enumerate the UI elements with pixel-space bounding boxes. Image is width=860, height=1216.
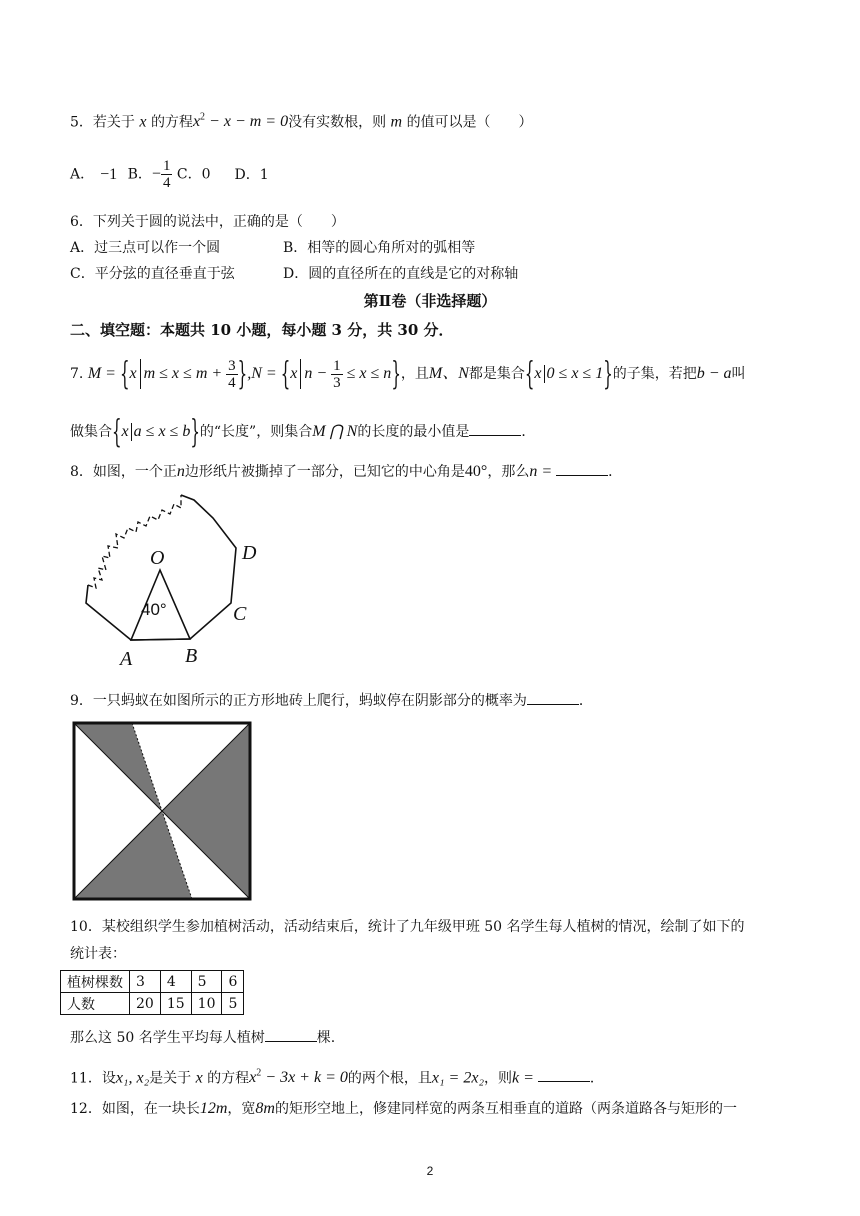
q6-option-d: D．圆的直径所在的直线是它的对称轴: [283, 266, 519, 282]
q8-polygon-figure: [78, 490, 278, 670]
q5-options: A． −1 B．− $\frac{1}{4}$ C．0 D．1: [70, 158, 269, 191]
q9-stem: 9．一只蚂蚁在如图所示的正方形地砖上爬行，蚂蚁停在阴影部分的概率为 ．: [70, 690, 593, 711]
q8-label-a: A: [120, 648, 133, 670]
fill-in-header: 二、填空题：本题共 10 小题，每小题 3 分，共 30 分．: [70, 321, 454, 339]
q8-label-d: D: [242, 542, 257, 564]
table-cell: 15: [160, 993, 191, 1015]
table-cell: 6: [222, 971, 244, 993]
q12-stem: 12．如图，在一块长12m，宽8m的矩形空地上，修建同样宽的两条互相垂直的道路（两条道路各与矩形的一: [70, 1100, 737, 1117]
table-cell: 4: [160, 971, 191, 993]
page-number: 2: [426, 1164, 434, 1178]
q6-option-c: C．平分弦的直径垂直于弦: [70, 266, 235, 282]
table-row: [61, 971, 244, 993]
q10-line2: 统计表：: [70, 946, 126, 962]
q8-stem: 8．如图，一个正n边形纸片被撕掉了一部分，已知它的中心角是40°，那么n = ．: [70, 463, 623, 480]
q7-line2: 做集合{x a ≤ x ≤ b}的“长度”，则集合M ⋂ N的长度的最小值是 ．: [70, 413, 536, 451]
q5-fraction: $\frac{1}{4}$: [162, 158, 171, 191]
q6-option-b: B．相等的圆心角所对的弧相等: [283, 240, 476, 256]
q8-label-c: C: [233, 603, 247, 625]
table-cell: 植树棵数: [61, 971, 130, 993]
table-cell: 5: [222, 993, 244, 1015]
section-title: 第Ⅱ卷（非选择题）: [363, 292, 497, 310]
q10-answer-blank: [265, 1027, 317, 1042]
q7-line1: 7. M = {x m ≤ x ≤ m + $\frac{3}{4}$ },N = {x n − $\frac{1}{3}$ ≤ x ≤ n}，且M、N都是集合{x 0 ≤ x ≤ 1}的子集，若把b − a叫: [70, 355, 746, 393]
q8-angle-label: 40°: [141, 600, 167, 619]
q8-answer-blank: [556, 461, 608, 476]
q11-stem: 11．设x₁, x₂是关于 x 的方程$x^2 - 3x + k = 0$的两个根，且x₁ = 2x₂，则k = ．: [70, 1068, 604, 1087]
table-cell: 5: [191, 971, 222, 993]
table-cell: 人数: [61, 993, 130, 1015]
q11-answer-blank: [538, 1067, 590, 1082]
q6-option-a: A．过三点可以作一个圆: [70, 240, 221, 256]
q8-label-b: B: [185, 645, 198, 667]
q6-stem: 6．下列关于圆的说法中，正确的是（ ）: [70, 214, 345, 230]
table-row: [61, 993, 244, 1015]
q9-tile-figure: [72, 721, 252, 901]
q5-stem: 5．若关于 x 的方程$x^2 - x - m = 0$没有实数根，则 m 的值可以是（ ）: [70, 112, 533, 131]
table-cell: 20: [130, 993, 161, 1015]
q7-answer-blank: [469, 421, 521, 436]
table-cell: 3: [130, 971, 161, 993]
table-cell: 10: [191, 993, 222, 1015]
q10-after: 那么这 50 名学生平均每人植树 棵.: [70, 1027, 335, 1048]
q10-stats-table: [60, 970, 244, 1015]
q9-answer-blank: [527, 690, 579, 705]
q10-line1: 10．某校组织学生参加植树活动，活动结束后，统计了九年级甲班 50 名学生每人植树的情况，绘制了如下的: [70, 919, 745, 935]
q8-label-o: O: [150, 547, 165, 569]
